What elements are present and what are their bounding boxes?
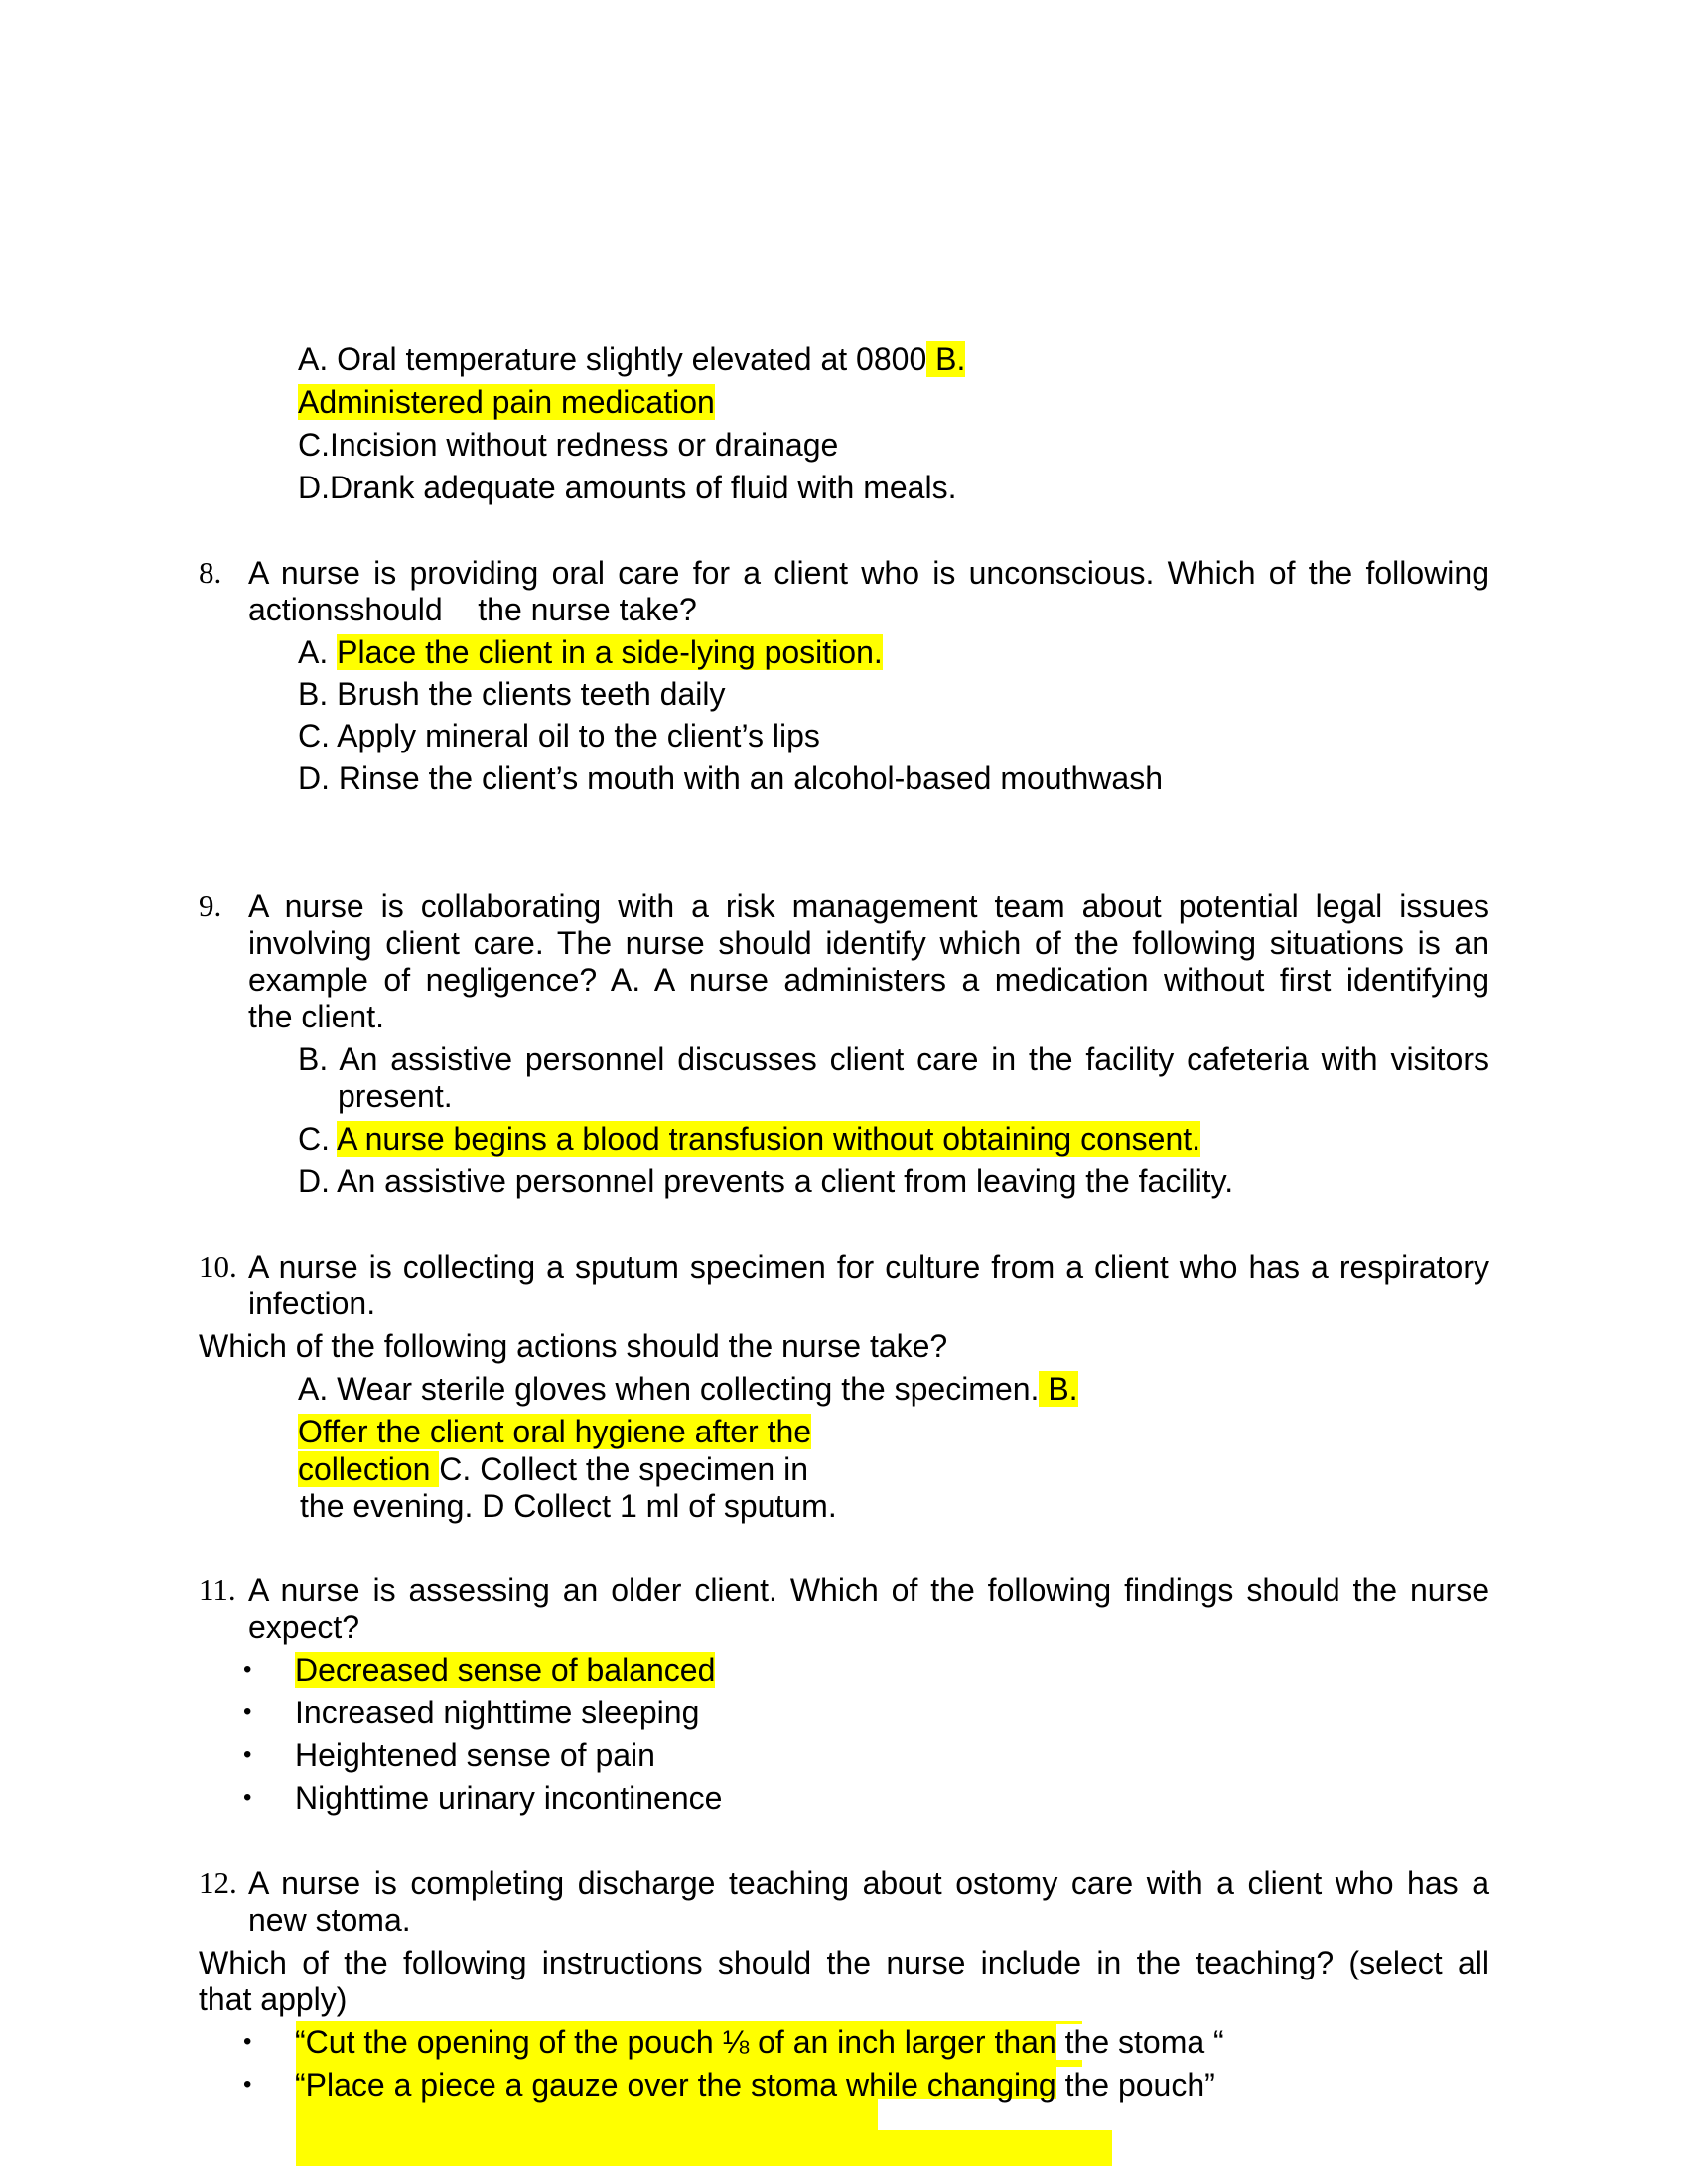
q10-number: 10. <box>199 1249 237 1284</box>
q9-stem-line3: example of negligence? A. A nurse administers a medication without first identifying <box>248 962 1489 998</box>
q12-bullet-1: • <box>243 2028 252 2055</box>
q11-option-4: Nighttime urinary incontinence <box>295 1780 723 1816</box>
q9-stem-line1: A nurse is collaborating with a risk management team about potential legal issues <box>248 888 1489 924</box>
q10-option-b-line1: Offer the client oral hygiene after the <box>298 1414 812 1449</box>
q11-option-3: Heightened sense of pain <box>295 1737 655 1773</box>
q9-number: 9. <box>199 888 222 923</box>
q11-bullet-1: • <box>243 1656 252 1683</box>
q12-number: 12. <box>199 1865 237 1900</box>
q11-stem-line2: expect? <box>248 1609 360 1645</box>
q8-stem-line2: actionsshould the nurse take? <box>248 592 697 627</box>
q10-stem-line3: Which of the following actions should the nurse take? <box>199 1328 948 1364</box>
q12-option-2: “Place a piece a gauze over the stoma while changing the pouch” <box>295 2067 1215 2103</box>
q7-option-d: D.Drank adequate amounts of fluid with meals. <box>298 470 957 505</box>
q11-option-2: Increased nighttime sleeping <box>295 1695 700 1730</box>
q8-option-b: B. Brush the clients teeth daily <box>298 676 726 712</box>
q7-option-a: A. Oral temperature slightly elevated at 0800 B. <box>298 341 966 377</box>
q8-option-a: A. Place the client in a side-lying position. <box>298 634 883 670</box>
q9-stem-line2: involving client care. The nurse should identify which of the following situations is an <box>248 925 1489 961</box>
q8-number: 8. <box>199 555 222 590</box>
q12-stem-line1: A nurse is completing discharge teaching about ostomy care with a client who has a <box>248 1865 1489 1901</box>
q10-option-b-prefix: B. <box>1039 1371 1077 1407</box>
q12-stem-line3: Which of the following instructions should the nurse include in the teaching? (select all <box>199 1945 1489 1980</box>
q8-option-c: C. Apply mineral oil to the client’s lips <box>298 718 820 753</box>
q11-bullet-3: • <box>243 1741 252 1768</box>
q11-bullet-4: • <box>243 1784 252 1811</box>
q7-option-c: C.Incision without redness or drainage <box>298 427 839 463</box>
q9-option-b-line1: B. An assistive personnel discusses client care in the facility cafeteria with visitors <box>298 1041 1489 1077</box>
q10-option-b-line2: collection C. Collect the specimen in <box>298 1451 809 1487</box>
q9-option-c: C. A nurse begins a blood transfusion without obtaining consent. <box>298 1121 1201 1157</box>
q9-stem-line4: the client. <box>248 999 384 1034</box>
q11-stem-line1: A nurse is assessing an older client. Which of the following findings should the nurse <box>248 1572 1489 1608</box>
q9-option-d: D. An assistive personnel prevents a client from leaving the facility. <box>298 1163 1234 1199</box>
q10-option-d: the evening. D Collect 1 ml of sputum. <box>300 1488 837 1524</box>
q8-stem-line1: A nurse is providing oral care for a client who is unconscious. Which of the following <box>248 555 1489 591</box>
q12-option-1: “Cut the opening of the pouch ⅛ of an inch larger than the stoma “ <box>295 2024 1224 2060</box>
q9-option-b-line2: present. <box>338 1078 453 1114</box>
q12-bullet-2: • <box>243 2071 252 2098</box>
q12-highlight-lower <box>296 2130 1112 2166</box>
q11-number: 11. <box>199 1572 236 1607</box>
q12-stem-line2: new stoma. <box>248 1902 411 1938</box>
q11-option-1: Decreased sense of balanced <box>295 1652 716 1688</box>
q8-option-d: D. Rinse the client’s mouth with an alcohol-based mouthwash <box>298 760 1163 796</box>
q10-stem-line1: A nurse is collecting a sputum specimen for culture from a client who has a respiratory <box>248 1249 1489 1285</box>
q7-option-b-prefix: B. <box>926 341 965 377</box>
q7-option-b: Administered pain medication <box>298 384 715 420</box>
q12-stem-line4: that apply) <box>199 1981 348 2017</box>
q11-bullet-2: • <box>243 1699 252 1725</box>
q10-stem-line2: infection. <box>248 1286 376 1321</box>
q10-option-a: A. Wear sterile gloves when collecting the specimen. B. <box>298 1371 1078 1407</box>
